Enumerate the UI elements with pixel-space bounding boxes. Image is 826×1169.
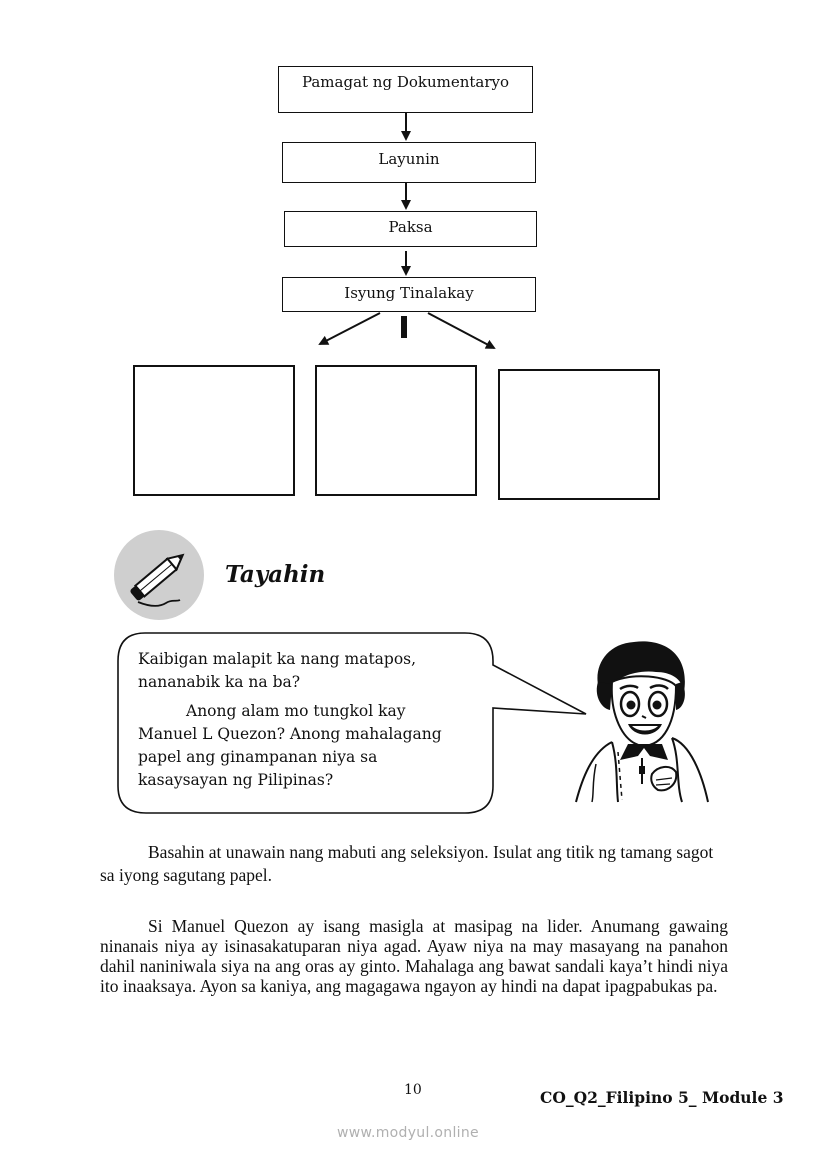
passage-content: Si Manuel Quezon ay isang masigla at masipag na lider. Anumang gawaing ninanais niya ay isinasakatuparan niya agad. Ayaw niya na may masayang na panahon dahil naniniwala siya na ang oras ay ginto. Mahalaga ang bawat sandali kaya’t hindi niya ito inaaksaya. Ayon sa kaniya, ang magagawa ngayon ay hindi na dapat ipagpabukas pa. — [100, 916, 728, 996]
flow-box-label: Paksa — [388, 218, 433, 236]
page-number: 10 — [404, 1082, 422, 1098]
instructions-text — [100, 841, 715, 887]
module-code: CO_Q2_Filipino 5_ Module 3 — [540, 1088, 784, 1107]
reading-passage — [100, 916, 728, 996]
watermark: www.modyul.online — [337, 1125, 479, 1141]
flow-box-label: Isyung Tinalakay — [344, 284, 474, 302]
bubble-line-1: Kaibigan malapit ka nang matapos, nananabik ka na ba? — [138, 650, 417, 691]
student-boy-illustration — [572, 634, 712, 804]
flow-box-label: Layunin — [378, 150, 440, 168]
flow-box-label: Pamagat ng Dokumentaryo — [301, 73, 510, 91]
instructions-content: Basahin at unawain nang mabuti ang seleksiyon. Isulat ang titik ng tamang sagot sa iyong sagutang papel. — [100, 842, 714, 885]
section-title: Tayahin — [225, 561, 326, 588]
speech-bubble-text — [138, 648, 488, 792]
bubble-line-2: Anong alam mo tungkol kay Manuel L Quezon? Anong mahalagang papel ang ginampanan niya sa kasaysayan ng Pilipinas? — [138, 702, 442, 789]
